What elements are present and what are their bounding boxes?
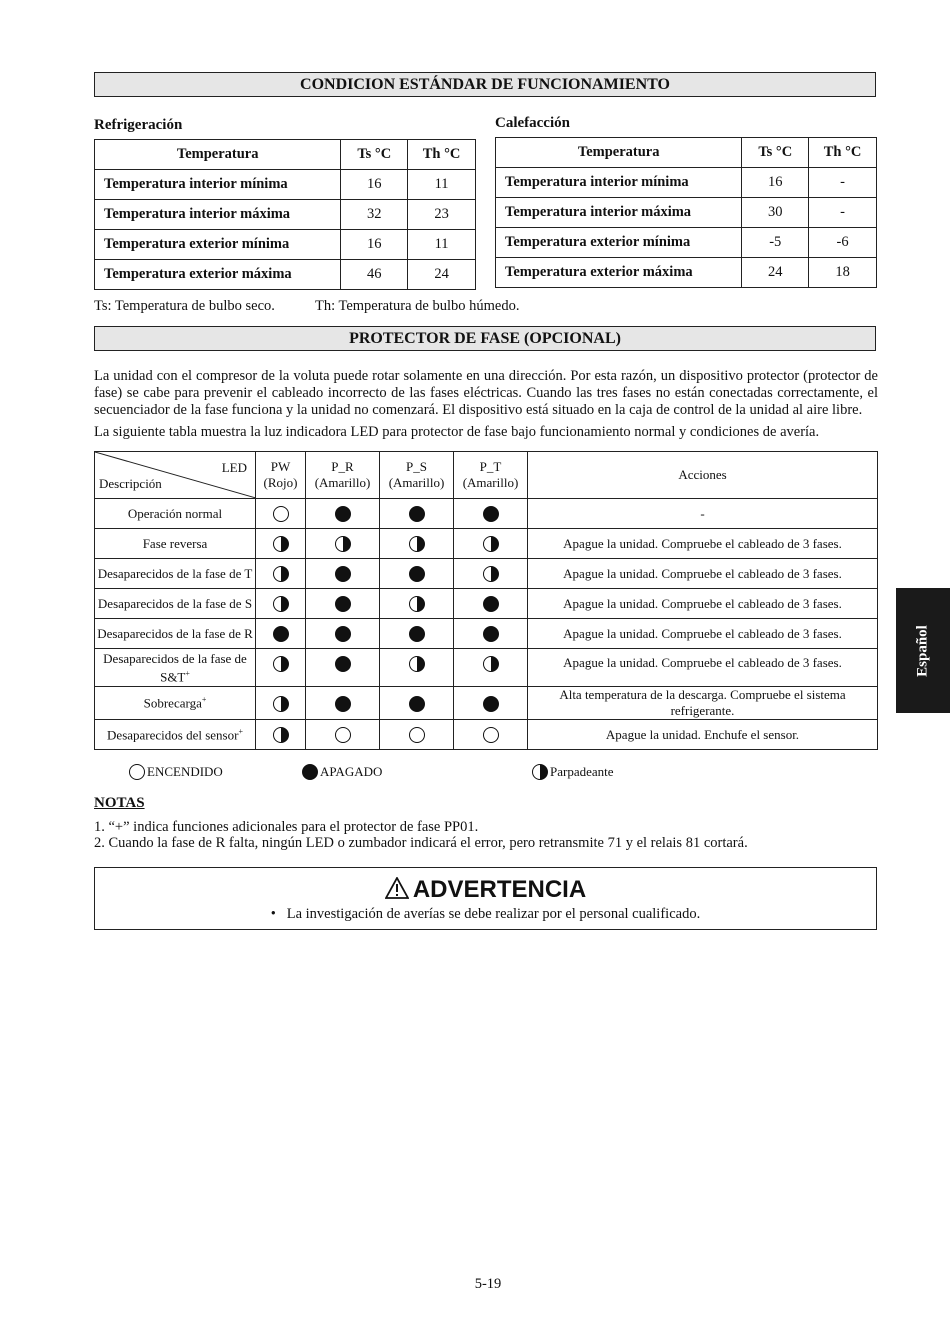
footnote-th: Th: Temperatura de bulbo húmedo. [315, 298, 520, 314]
row-description-text: Desaparecidos de la fase de S&T [103, 651, 247, 685]
table-intro-paragraph: La siguiente tabla muestra la luz indicadora LED para protector de fase bajo funcionamiento normal y condiciones de avería. [94, 424, 820, 440]
row-label: Temperatura interior máxima [496, 198, 742, 228]
row-label: Temperatura interior mínima [95, 170, 341, 200]
legend-blink-label: Parpadeante [550, 764, 614, 779]
table-cell: 16 [341, 170, 408, 200]
language-tab-label: Español [914, 624, 931, 677]
note-2: 2. Cuando la fase de R falta, ningún LED o zumbador indicará el error, pero retransmite 71 y el relais 81 cortará. [94, 835, 748, 851]
footnote-ts: Ts: Temperatura de bulbo seco. [94, 298, 275, 314]
legend-on-label: ENCENDIDO [147, 764, 223, 779]
led-blink-icon [273, 536, 289, 552]
led-cell [306, 499, 380, 529]
col-sub-p-s: (Amarillo) [388, 475, 445, 490]
led-off-icon [273, 626, 289, 642]
led-blink-icon [409, 536, 425, 552]
table-cell: 24 [742, 258, 809, 288]
diagonal-header-cell [95, 452, 256, 499]
led-off-icon [409, 566, 425, 582]
table-row [496, 258, 877, 288]
additional-function-mark: + [238, 726, 243, 736]
led-cell [454, 589, 528, 619]
row-label: Temperatura exterior mínima [496, 228, 742, 258]
led-cell [380, 687, 454, 720]
col-sub-p-t: (Amarillo) [462, 475, 519, 490]
additional-function-mark: + [185, 669, 190, 678]
warning-text: La investigación de averías se debe realizar por el personal cualificado. [286, 906, 701, 922]
warning-title-row [95, 876, 876, 904]
led-cell [306, 720, 380, 750]
row-description-text: Sobrecarga [143, 695, 202, 711]
led-cell [306, 589, 380, 619]
led-cell [256, 619, 306, 649]
table-cell: 46 [341, 260, 408, 290]
table-cell: 30 [742, 198, 809, 228]
section-title-standard-conditions: CONDICION ESTÁNDAR DE FUNCIONAMIENTO [94, 72, 876, 97]
table-cell: - [809, 168, 877, 198]
row-description [95, 499, 256, 529]
heating-header-cell: Ts °C [742, 138, 809, 168]
row-description [95, 619, 256, 649]
table-cell: 11 [408, 170, 476, 200]
row-action: Apague la unidad. Compruebe el cableado de 3 fases. [528, 619, 878, 649]
led-off-icon [483, 696, 499, 712]
warning-text-row: • La investigación de averías se debe realizar por el personal cualificado. [270, 906, 701, 922]
legend-blink [532, 764, 614, 780]
led-cell [454, 720, 528, 750]
heating-title: Calefacción [495, 115, 570, 131]
row-description-text: Desaparecidos de la fase de R [97, 625, 253, 641]
row-action: - [528, 499, 878, 529]
led-off-icon [335, 566, 351, 582]
corner-description-label: Descripción [99, 476, 162, 491]
led-blink-icon [483, 536, 499, 552]
row-label: Temperatura interior mínima [496, 168, 742, 198]
row-description-text: Desaparecidos del sensor [107, 726, 239, 742]
col-header-p-s [380, 452, 454, 499]
additional-function-mark: + [201, 695, 207, 705]
table-cell: 32 [341, 200, 408, 230]
col-sub-p-r: (Amarillo) [314, 475, 371, 490]
table-row [95, 589, 878, 619]
row-description [95, 589, 256, 619]
col-header-pw [256, 452, 306, 499]
row-label: Temperatura exterior mínima [95, 230, 341, 260]
table-cell: 18 [809, 258, 877, 288]
led-off-icon [483, 506, 499, 522]
note-1: 1. “+” indica funciones adicionales para el protector de fase PP01. [94, 819, 479, 835]
led-blink-icon [532, 764, 548, 780]
notes-title: NOTAS [94, 795, 145, 811]
led-cell [306, 649, 380, 687]
table-row [95, 230, 476, 260]
heating-table [495, 137, 877, 288]
col-header-p-t [454, 452, 528, 499]
led-on-icon [335, 727, 351, 743]
led-cell [454, 559, 528, 589]
heating-header-cell: Temperatura [496, 138, 742, 168]
led-off-icon [483, 596, 499, 612]
row-description [95, 720, 256, 750]
led-blink-icon [273, 727, 289, 743]
led-cell [306, 619, 380, 649]
led-off-icon [483, 626, 499, 642]
led-cell [306, 687, 380, 720]
row-label: Temperatura interior máxima [95, 200, 341, 230]
row-action: Apague la unidad. Compruebe el cableado de 3 fases. [528, 559, 878, 589]
row-action: Apague la unidad. Compruebe el cableado de 3 fases. [528, 649, 878, 687]
led-cell [454, 687, 528, 720]
led-off-icon [335, 596, 351, 612]
led-on-icon [483, 727, 499, 743]
led-cell [380, 720, 454, 750]
table-row [95, 529, 878, 559]
table-row [95, 687, 878, 720]
row-description [95, 559, 256, 589]
row-description-text: Operación normal [127, 505, 223, 521]
legend-off [302, 764, 382, 780]
table-cell: -6 [809, 228, 877, 258]
col-name-p-s: P_S [406, 459, 427, 474]
cooling-header-row [95, 140, 476, 170]
led-blink-icon [335, 536, 351, 552]
corner-led-label: LED [221, 460, 247, 475]
table-row [95, 499, 878, 529]
row-description [95, 529, 256, 559]
table-row [95, 720, 878, 750]
led-cell [256, 529, 306, 559]
led-cell [306, 529, 380, 559]
led-blink-icon [409, 596, 425, 612]
led-cell [256, 559, 306, 589]
led-cell [454, 619, 528, 649]
legend-on [129, 764, 223, 780]
warning-box [94, 867, 877, 930]
led-cell [380, 589, 454, 619]
led-cell [380, 649, 454, 687]
table-row [496, 198, 877, 228]
table-cell: 16 [742, 168, 809, 198]
warning-triangle-icon [385, 877, 409, 899]
cooling-header-cell: Temperatura [95, 140, 341, 170]
col-header-p-r [306, 452, 380, 499]
led-cell [256, 499, 306, 529]
table-cell: 16 [341, 230, 408, 260]
table-row [95, 200, 476, 230]
led-cell [256, 687, 306, 720]
col-header-actions: Acciones [528, 452, 878, 499]
led-off-icon [409, 626, 425, 642]
led-cell [256, 720, 306, 750]
table-row [496, 168, 877, 198]
led-off-icon [335, 626, 351, 642]
row-description [95, 649, 256, 687]
led-blink-icon [273, 696, 289, 712]
row-description-text: Desaparecidos de la fase de T [97, 565, 253, 581]
col-sub-pw: (Rojo) [263, 475, 298, 490]
led-on-icon [129, 764, 145, 780]
table-cell: - [809, 198, 877, 228]
table-row [95, 619, 878, 649]
cooling-title: Refrigeración [94, 117, 183, 133]
led-blink-icon [409, 656, 425, 672]
col-name-pw: PW [270, 459, 291, 474]
intro-paragraph: La unidad con el compresor de la voluta puede rotar solamente en una dirección. Por esta razón, un dispositivo protector (protector de fase) se cabe para prevenir el cableado incorrecto de las fases eléctricas. Cuando las tres fases no están conectadas correctamente, el secuenciador de la fase funciona y la unidad no comenzará. El dispositivo está situado en la caja de control de la unidad al aire libre. [94, 368, 878, 418]
led-status-table [94, 451, 878, 750]
language-side-tab [896, 588, 950, 713]
led-cell [380, 559, 454, 589]
led-blink-icon [273, 656, 289, 672]
table-row [95, 559, 878, 589]
row-label: Temperatura exterior máxima [496, 258, 742, 288]
led-cell [380, 619, 454, 649]
row-action: Apague la unidad. Compruebe el cableado de 3 fases. [528, 589, 878, 619]
table-row [496, 228, 877, 258]
legend-off-label: APAGADO [320, 764, 383, 779]
led-blink-icon [483, 656, 499, 672]
table-cell: 23 [408, 200, 476, 230]
led-cell [256, 649, 306, 687]
led-on-icon [409, 727, 425, 743]
led-blink-icon [273, 566, 289, 582]
page-number: 5-19 [474, 1276, 502, 1292]
table-cell: 11 [408, 230, 476, 260]
cooling-table [94, 139, 476, 290]
led-cell [454, 649, 528, 687]
col-name-p-r: P_R [331, 459, 354, 474]
row-action: Apague la unidad. Compruebe el cableado de 3 fases. [528, 529, 878, 559]
heating-header-row [496, 138, 877, 168]
row-action: Apague la unidad. Enchufe el sensor. [528, 720, 878, 750]
row-description-text: Desaparecidos de la fase de S [97, 595, 253, 611]
led-off-icon [409, 506, 425, 522]
cooling-header-cell: Th °C [408, 140, 476, 170]
led-off-icon [302, 764, 318, 780]
row-description-text: Fase reversa [142, 535, 208, 551]
led-blink-icon [273, 596, 289, 612]
led-cell [454, 499, 528, 529]
col-name-p-t: P_T [479, 459, 502, 474]
led-off-icon [335, 696, 351, 712]
led-cell [454, 529, 528, 559]
row-description [95, 687, 256, 720]
led-cell [306, 559, 380, 589]
warning-title: ADVERTENCIA [412, 876, 587, 903]
cooling-header-cell: Ts °C [341, 140, 408, 170]
led-blink-icon [483, 566, 499, 582]
led-cell [380, 529, 454, 559]
table-row [95, 170, 476, 200]
heating-header-cell: Th °C [809, 138, 877, 168]
table-row [95, 260, 476, 290]
led-off-icon [335, 656, 351, 672]
led-off-icon [335, 506, 351, 522]
led-off-icon [409, 696, 425, 712]
section-title-phase-protector: PROTECTOR DE FASE (OPCIONAL) [94, 326, 876, 351]
led-cell [380, 499, 454, 529]
table-cell: -5 [742, 228, 809, 258]
row-action: Alta temperatura de la descarga. Compruebe el sistema refrigerante. [528, 687, 878, 720]
led-table-header-row [95, 452, 878, 499]
table-row [95, 649, 878, 687]
row-label: Temperatura exterior máxima [95, 260, 341, 290]
led-on-icon [273, 506, 289, 522]
led-cell [256, 589, 306, 619]
table-cell: 24 [408, 260, 476, 290]
